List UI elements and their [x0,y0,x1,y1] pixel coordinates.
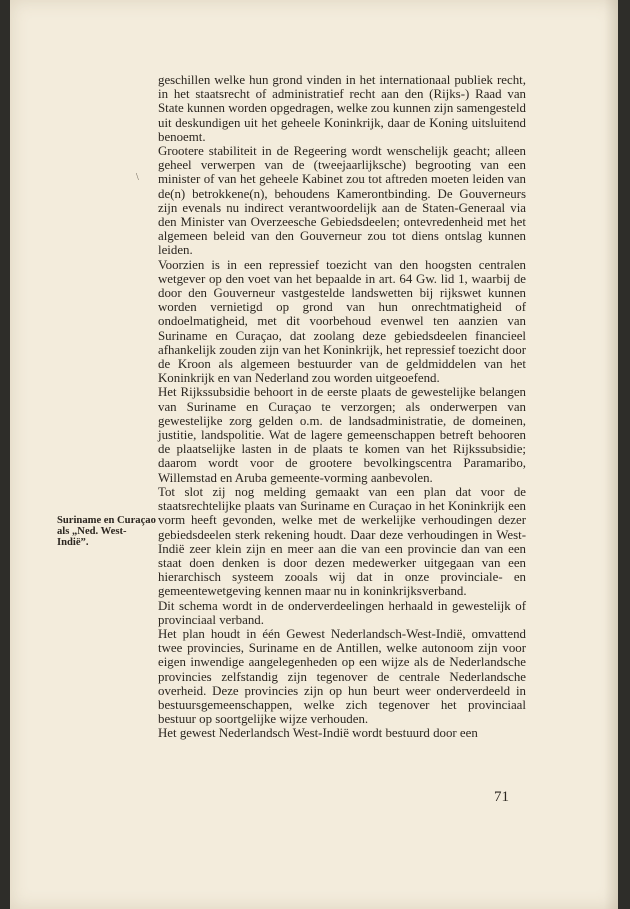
main-text-column [158,73,526,741]
page-fold-shadow [604,0,618,909]
paragraph-8: Het gewest Nederlandsch West-Indië wordt bestuurd door een [158,726,478,741]
paragraph-4: Het Rijkssubsidie behoort in de eerste plaats de gewestelijke belangen van Suriname en Curaçao te verzorgen; als onderwerpen van gewestelijke zorg gelden o.m. de landsadministratie, de domeinen, justitie, landspolitie. Wat de lagere gemeenschappen betreft behooren de plaatselijke lasten in de plaats te komen van het Rijkssubsidie; daarom wordt voor de grootere bevolkingscentra Paramaribo, Willemstad en Aruba gemeente-vorming aanbevolen. [158,385,526,485]
paragraph-2: Grootere stabiliteit in de Regeering wordt wenschelijk geacht; alleen geheel verwerpen van de (tweejaarlijksche) begrooting van een minister of van het geheele Kabinet zou tot aftreden moeten leiden van de(n) betrokkene(n), behoudens Kamerontbinding. De Gouverneurs zijn evenals nu indirect verantwoordelijk aan de Staten-Generaal via den Minister van Overzeesche Gebiedsdeelen; ontevredenheid met het algemeen beleid van den Gouverneur zou tot diens ontslag kunnen leiden. [158,144,526,258]
paragraph-5: Tot slot zij nog melding gemaakt van een plan dat voor de staatsrechtelijke plaats van Suriname en Curaçao in het Koninkrijk een vorm heeft gevonden, welke met de werkelijke verhoudingen dezer gebiedsdeelen sterk rekening houdt. Daar deze verhoudingen in West-Indië zeer klein zijn en meer aan die van een provincie dan van een staat doen denken is door dezen medewerker uitgegaan van een hierarchisch systeem zooals wij dat in onze provinciale- en gemeentewetgeving kennen maar nu in koninkrijksverband. [158,484,526,599]
margin-mark: \ [136,172,139,183]
paragraph-1: geschillen welke hun grond vinden in het internationaal publiek recht, in het staatsrecht of administratief recht aan den (Rijks-) Raad van State kunnen worden opgedragen, welke zou kunnen zijn samengesteld uit deskundigen uit het geheele Koninkrijk, daar de Koning uitsluitend benoemt. [158,73,526,144]
paragraph-7: Het plan houdt in één Gewest Nederlandsch-West-Indië, omvattend twee provincies, Suriname en de Antillen, welke autonoom zijn voor eigen inwendige aangelegenheden op een wijze als de Nederlandsche provincies zelfstandig zijn tegenover de centrale Nederlandsche overheid. Deze provincies zijn op hun beurt weer onderverdeeld in bestuursgemeenschappen, welke zich tegenover het provinciaal bestuur op soortgelijke wijze verhouden. [158,626,526,727]
paragraph-6: Dit schema wordt in de onderverdeelingen herhaald in gewestelijk of provinciaal verband. [158,598,526,627]
margin-sidenote: Suriname en Curaçao als „Ned. West-Indië”. [57,515,156,549]
page-number: 71 [494,789,509,805]
paragraph-3: Voorzien is in een repressief toezicht van den hoogsten centralen wetgever op den voet van het bepaalde in art. 64 Gw. lid 1, waarbij de door den Gouverneur vastgestelde landswetten bij rijkswet kunnen worden vernietigd op grond van hun onrechtmatigheid of ondoelmatigheid, met dit voorbehoud evenwel ten aanzien van Suriname en Curaçao, dat zoolang deze gebiedsdeelen financieel afhankelijk zouden zijn van het Koninkrijk, het repressief toezicht door de Kroon als algemeen bestuurder van de geldmiddelen van het Koninkrijk en van Nederland zou worden uitgeoefend. [158,257,526,386]
book-page [10,0,618,909]
